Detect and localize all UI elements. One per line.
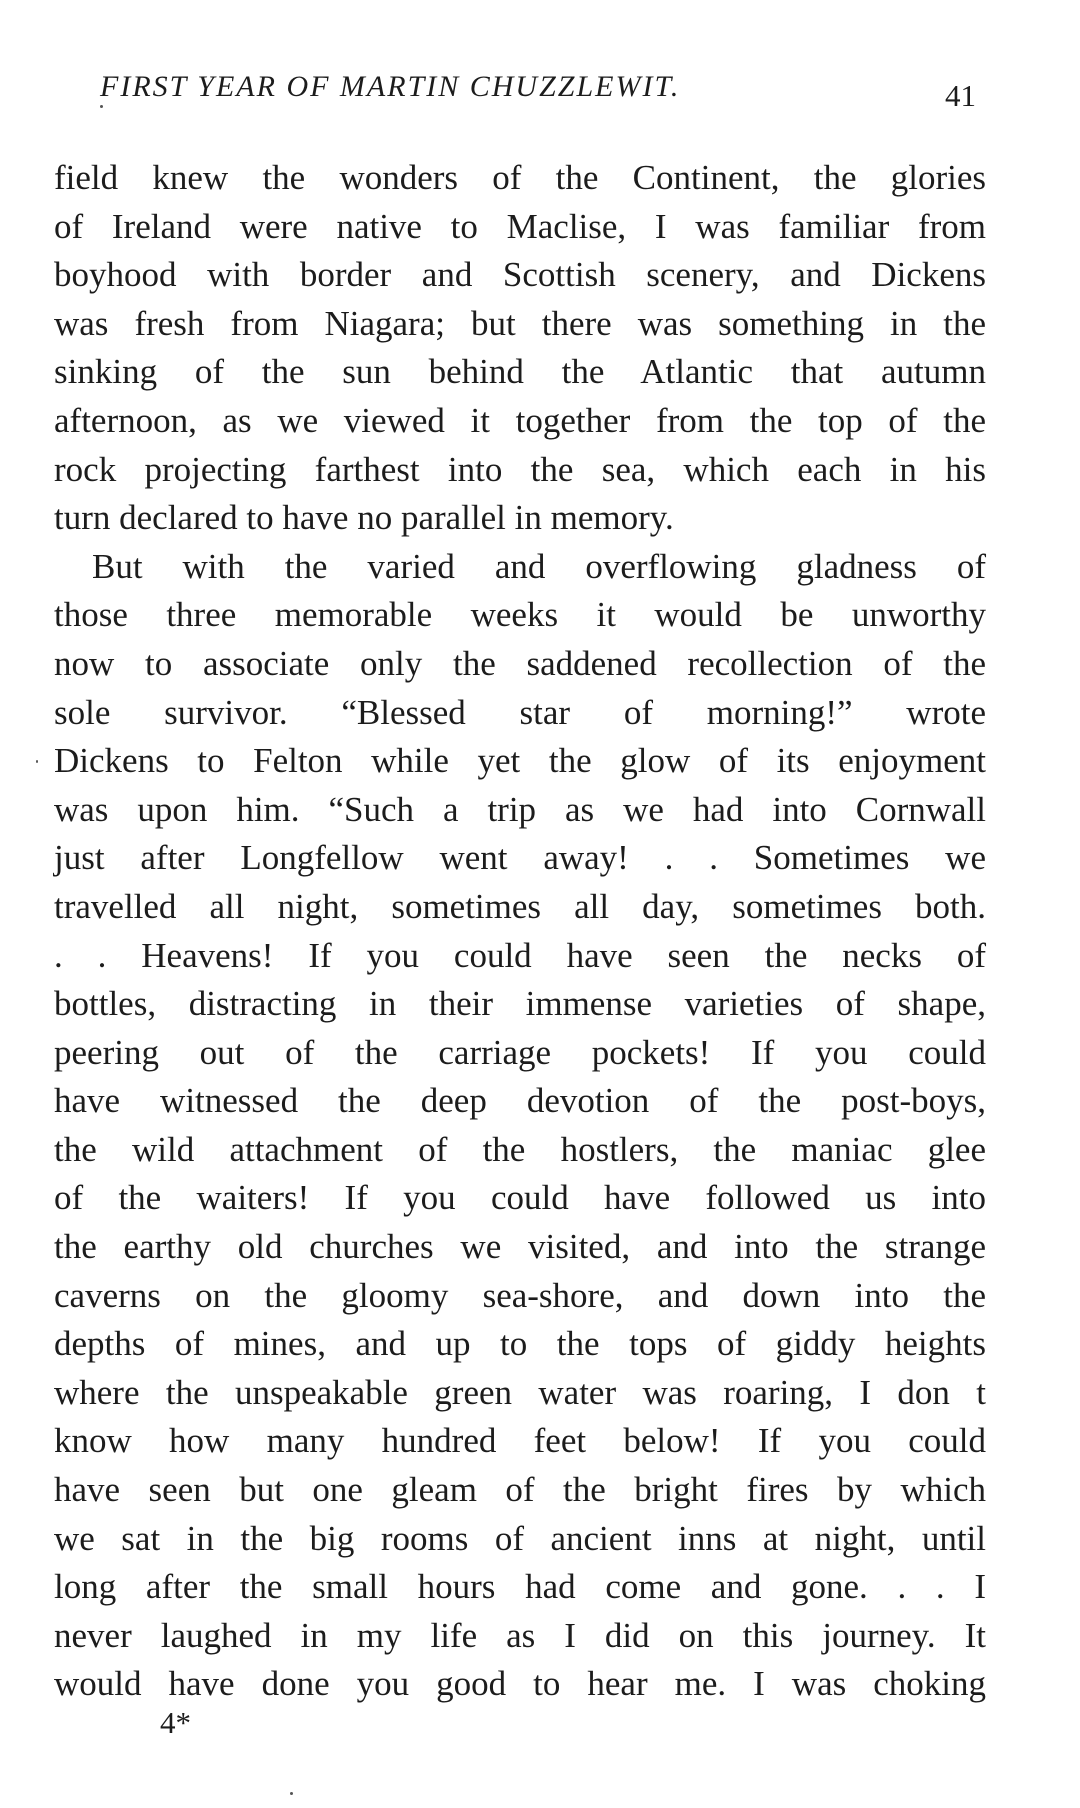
signature-mark: 4* [160, 1705, 191, 1740]
text-line: bottles, distracting in their immense varieties of shape, [54, 984, 986, 1024]
text-line: was fresh from Niagara; but there was something in the [54, 303, 986, 343]
text-line: field knew the wonders of the Continent, the glories [54, 158, 986, 197]
text-line: of Ireland were native to Maclise, I was familiar from [54, 206, 986, 246]
body-text [54, 154, 986, 1709]
text-line: was upon him. “Such a trip as we had into Cornwall [54, 789, 986, 829]
text-line: never laughed in my life as I did on this journey. It [54, 1615, 986, 1655]
text-line: travelled all night, sometimes all day, sometimes both. [54, 886, 986, 926]
text-line: rock projecting farthest into the sea, which each in his [54, 449, 986, 489]
running-title: FIRST YEAR OF MARTIN CHUZZLEWIT. [100, 70, 681, 103]
text-line: the wild attachment of the hostlers, the maniac glee [54, 1129, 986, 1169]
text-line: But with the varied and overflowing gladness of [92, 546, 986, 586]
text-line: know how many hundred feet below! If you could [54, 1421, 986, 1461]
text-line: the earthy old churches we visited, and into the strange [54, 1227, 986, 1267]
text-line: have witnessed the deep devotion of the post-boys, [54, 1081, 986, 1121]
text-line: have seen but one gleam of the bright fires by which [54, 1470, 986, 1510]
print-speck [100, 105, 103, 108]
text-line: turn declared to have no parallel in memory. [54, 498, 674, 538]
print-speck [290, 1792, 293, 1795]
page-number: 41 [945, 78, 976, 113]
text-line: depths of mines, and up to the tops of giddy heights [54, 1324, 986, 1364]
text-line: peering out of the carriage pockets! If you could [54, 1032, 986, 1072]
text-line: caverns on the gloomy sea-shore, and down into the [54, 1275, 986, 1315]
print-speck [36, 760, 38, 763]
text-line: boyhood with border and Scottish scenery, and Dickens [54, 255, 986, 295]
text-line: sinking of the sun behind the Atlantic that autumn [54, 352, 986, 392]
text-line: those three memorable weeks it would be unworthy [54, 595, 986, 635]
text-line: would have done you good to hear me. I was choking [54, 1664, 986, 1704]
text-line: long after the small hours had come and gone. . . I [54, 1567, 986, 1607]
text-line: just after Longfellow went away! . . Sometimes we [54, 838, 986, 878]
text-line: Dickens to Felton while yet the glow of its enjoyment [54, 741, 986, 781]
text-line: of the waiters! If you could have followed us into [54, 1178, 986, 1218]
text-line: we sat in the big rooms of ancient inns at night, until [54, 1518, 986, 1558]
text-line: now to associate only the saddened recollection of the [54, 643, 986, 683]
text-line: sole survivor. “Blessed star of morning!” wrote [54, 692, 986, 732]
text-line: . . Heavens! If you could have seen the necks of [54, 935, 986, 975]
text-line: afternoon, as we viewed it together from the top of the [54, 400, 986, 440]
text-line: where the unspeakable green water was roaring, I don t [54, 1372, 986, 1412]
